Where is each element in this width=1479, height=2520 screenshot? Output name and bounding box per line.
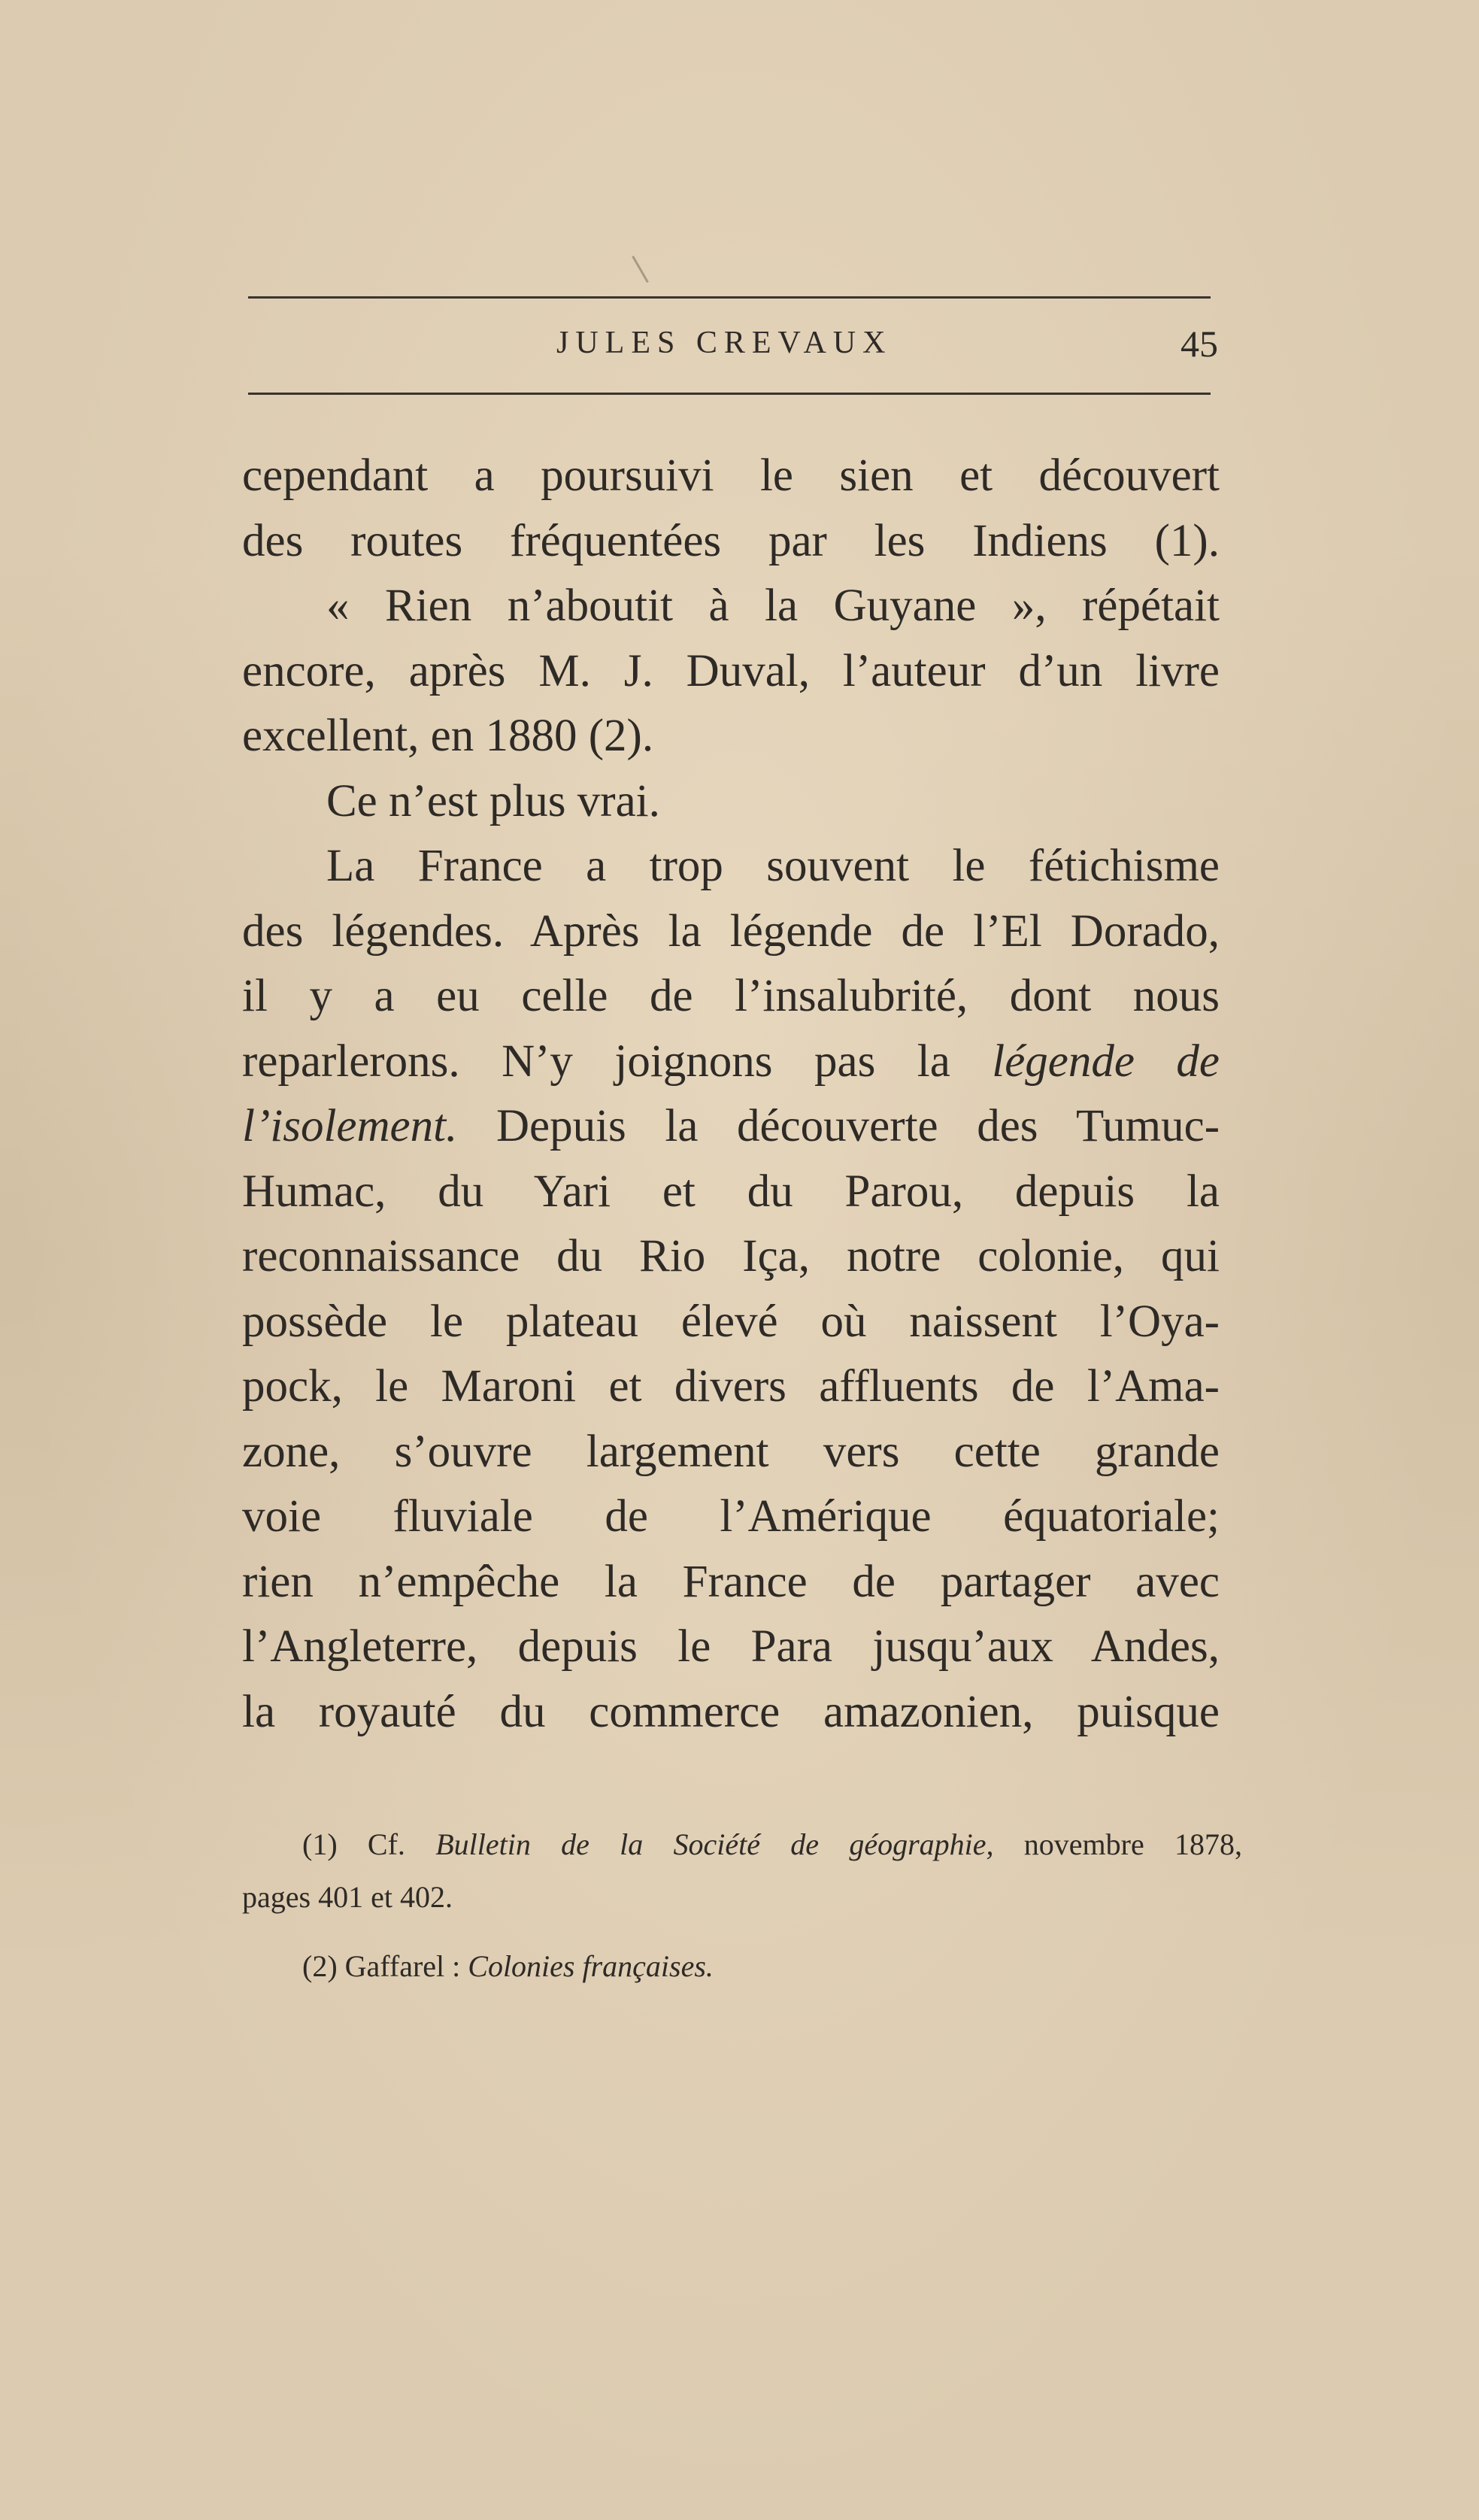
text-line: des routes fréquentées par les Indiens (1). [242, 515, 1220, 566]
text-line: voie fluviale de l’Amérique équatoriale; [242, 1491, 1220, 1542]
footnote-2 [242, 1940, 1242, 1993]
footnote-1-title: Bulletin de la Société de géographie, [435, 1827, 994, 1861]
footnotes [242, 1818, 1242, 1993]
footnote-1-suffix: novembre 1878, [1023, 1827, 1243, 1861]
footnote-2-prefix: (2) Gaffarel : [302, 1949, 461, 1983]
body-text [242, 444, 1220, 1745]
text-line: des légendes. Après la légende de l’El Dorado, [242, 905, 1220, 957]
text-line: la royauté du commerce amazonien, puisque [242, 1686, 1220, 1737]
footnote-1-prefix: (1) Cf. [302, 1827, 405, 1861]
header-rule-bottom [248, 393, 1211, 395]
page-number: 45 [1180, 323, 1218, 365]
text-line: il y a eu celle de l’insalubrité, dont nous [242, 971, 1220, 1021]
text-line: excellent, en 1880 (2). [242, 711, 654, 761]
footnote-1-continuation: pages 401 et 402. [242, 1880, 453, 1914]
text-segment: reparlerons. N’y joignons pas la [242, 1036, 950, 1087]
text-line: reconnaissance du Rio Iça, notre colonie, qui [242, 1231, 1220, 1281]
text-line: « Rien n’aboutit à la Guyane », répétait [326, 581, 1220, 631]
text-line: encore, après M. J. Duval, l’auteur d’un livre [242, 645, 1220, 696]
running-head [248, 325, 1218, 378]
running-title: JULES CREVAUX [556, 326, 893, 360]
italic-segment: l’isolement. [242, 1101, 458, 1151]
footnote-2-title: Colonies françaises. [468, 1949, 714, 1983]
text-line: Ce n’est plus vrai. [326, 775, 660, 826]
text-line: cependant a poursuivi le sien et découvert [242, 450, 1220, 501]
italic-segment: légende de [992, 1036, 1220, 1087]
text-line: rien n’empêche la France de partager avec [242, 1556, 1220, 1607]
text-line: possède le plateau élevé où naissent l’Oya- [242, 1296, 1220, 1347]
text-line: l’Angleterre, depuis le Para jusqu’aux Andes, [242, 1621, 1220, 1672]
header-rule-top [248, 296, 1211, 299]
text-line: Humac, du Yari et du Parou, depuis la [242, 1166, 1220, 1217]
text-line-mixed [242, 1030, 1220, 1095]
text-line: pock, le Maroni et divers affluents de l’Ama- [242, 1361, 1220, 1412]
text-line: La France a trop souvent le fétichisme [326, 841, 1220, 891]
pencil-mark [632, 256, 649, 283]
text-line: zone, s’ouvre largement vers cette grande [242, 1426, 1220, 1477]
text-segment: Depuis la découverte des Tumuc- [496, 1101, 1220, 1151]
text-line-mixed [242, 1094, 1220, 1160]
footnote-1 [242, 1818, 1242, 1871]
